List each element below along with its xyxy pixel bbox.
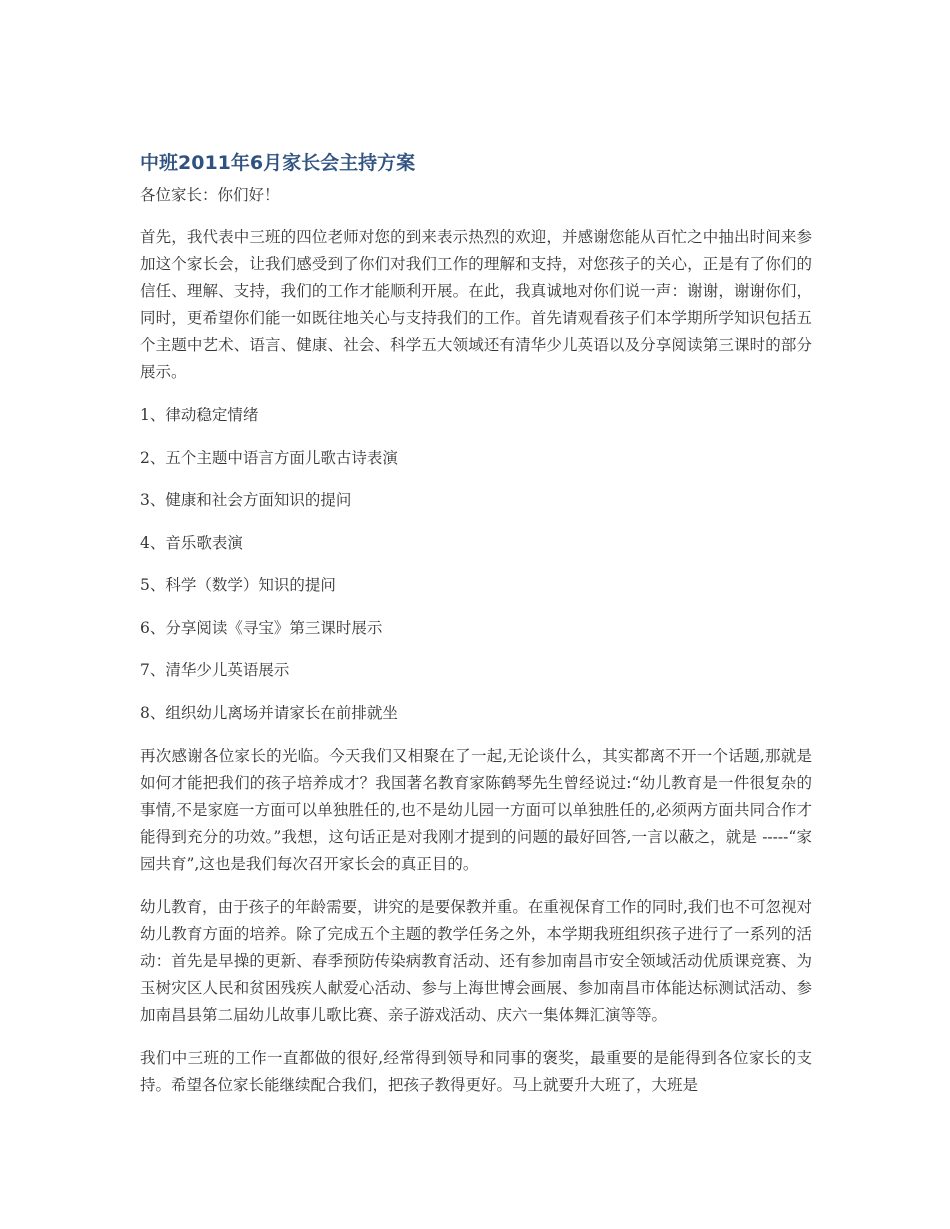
document-page xyxy=(140,148,812,1115)
list-item: 8、组织幼儿离场并请家长在前排就坐 xyxy=(140,703,398,722)
list-item: 2、五个主题中语言方面儿歌古诗表演 xyxy=(140,448,398,467)
closing-paragraph: 我们中三班的工作一直都做的很好,经常得到领导和同事的褒奖，最重要的是能得到各位家长的支持。希望各位家长能继续配合我们，把孩子教得更好。马上就要升大班了，大班是 xyxy=(140,1048,812,1094)
document-title: 中班2011年6月家长会主持方案 xyxy=(140,152,416,174)
program-list xyxy=(140,402,812,727)
greeting: 各位家长：你们好！ xyxy=(140,186,280,204)
intro-paragraph: 首先，我代表中三班的四位老师对您的到来表示热烈的欢迎，并感谢您能从百忙之中抽出时间来参加这个家长会，让我们感受到了你们对我们工作的理解和支持，对您孩子的关心，正是有了你们的信任、理解、支持，我们的工作才能顺利开展。在此，我真诚地对你们说一声：谢谢，谢谢你们，同时，更希望你们能一如既往地关心与支持我们的工作。首先请观看孩子们本学期所学知识包括五个主题中艺术、语言、健康、社会、科学五大领域还有清华少儿英语以及分享阅读第三课时的部分展示。 xyxy=(140,228,812,381)
list-item: 3、健康和社会方面知识的提问 xyxy=(140,491,352,509)
list-item: 6、分享阅读《寻宝》第三课时展示 xyxy=(140,618,383,637)
list-item: 4、音乐歌表演 xyxy=(140,533,243,552)
list-item: 5、科学（数学）知识的提问 xyxy=(140,576,336,594)
education-paragraph: 幼儿教育，由于孩子的年龄需要，讲究的是要保教并重。在重视保育工作的同时,我们也不可忽视对幼儿教育方面的培养。除了完成五个主题的教学任务之外，本学期我班组织孩子进行了一系列的活动：首先是早操的更新、春季预防传染病教育活动、还有参加南昌市安全领域活动优质课竞赛、为玉树灾区人民和贫困残疾人献爱心活动、参与上海世博会画展、参加南昌市体能达标测试活动、参加南昌县第二届幼儿故事儿歌比赛、亲子游戏活动、庆六一集体舞汇演等等。 xyxy=(140,897,812,1024)
list-item: 7、清华少儿英语展示 xyxy=(140,661,290,679)
thanks-paragraph: 再次感谢各位家长的光临。今天我们又相聚在了一起,无论谈什么，其实都离不开一个话题,那就是如何才能把我们的孩子培养成才？我国著名教育家陈鹤琴先生曾经说过:“幼儿教育是一件很复杂的事情,不是家庭一方面可以单独胜任的,也不是幼儿园一方面可以单独胜任的,必须两方面共同合作才能得到充分的功效。”我想，这句话正是对我刚才提到的问题的最好回答,一言以蔽之，就是 -----“家园共育”,这也是我们每次召开家长会的真正目的。 xyxy=(140,746,812,873)
list-item: 1、律动稳定情绪 xyxy=(140,406,259,424)
